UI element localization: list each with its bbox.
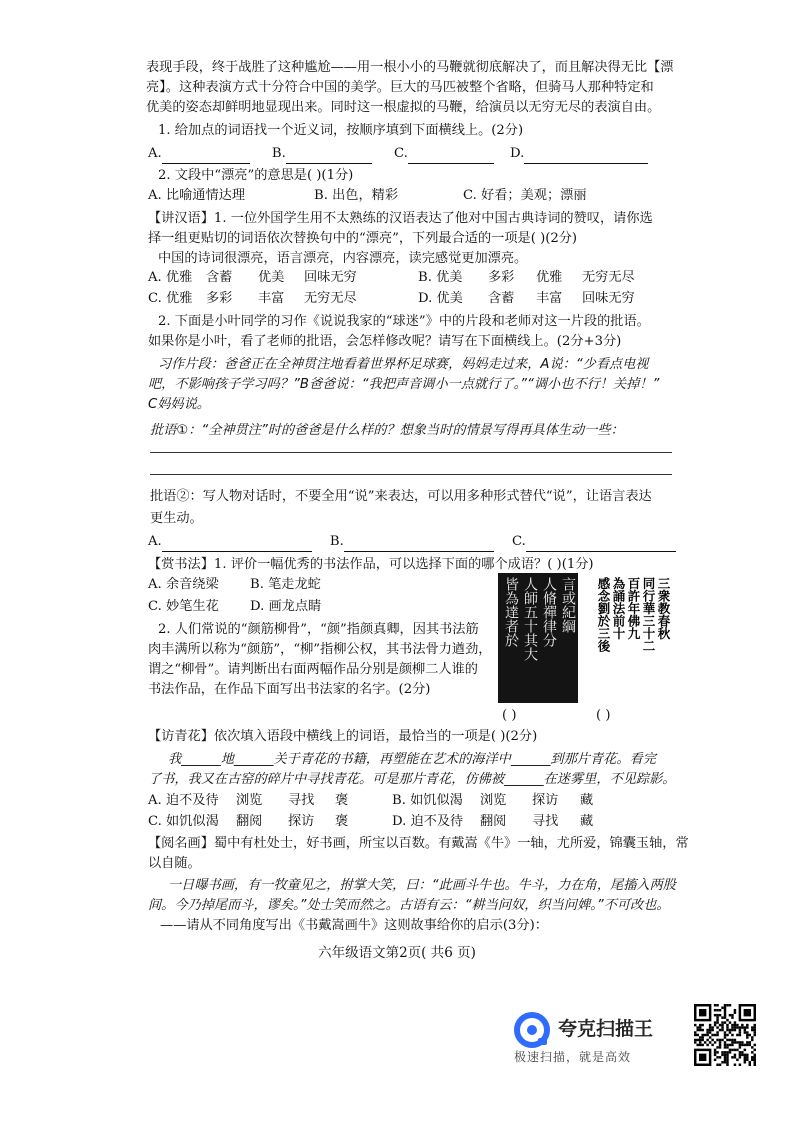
brand-slogan: 极速扫描，就是高效 [514,1050,632,1064]
shufa-q2-line-1: 2. 人们常说的“颜筋柳骨”，“颜”指颜真卿，因其书法筋 [158,622,479,637]
comment-2-line-2: 更生动。 [150,511,203,526]
qinghua-passage-line-1: 我______地______关于青花的书籍，再塑能在艺术的海洋中______到那片青花。看完 [168,752,656,767]
section-minghua-line-1: 【阅名画】蜀中有杜处士，好书画，所宝以百数。有戴嵩《牛》一轴，尤所爱，锦囊玉轴，常 [148,836,689,851]
essay-fragment-line-3: C妈妈说。 [148,397,210,412]
story-line-2: 间。今乃掉尾而斗，谬矣。”处士笑而然之。古语有云：“耕当问奴，织当问婢。”不可改也。 [148,898,670,913]
blank-row-3: A. B. C. [148,532,678,552]
comment-1: 批语①：“全神贯注”时的爸爸是什么样的？想象当时的情景写得再具体生动一些： [150,423,624,438]
section-minghua-line-2: 以自随。 [148,856,201,871]
answer-line[interactable] [150,474,672,475]
answer-blank[interactable] [526,537,676,552]
question-xiaoye-line-2: 如果你是小叶，看了老师的批语，会怎样修改呢？请写在下面横线上。(2分+3分) [148,334,622,349]
essay-fragment-line-2: 吧，不影响孩子学习吗？”B爸爸说：“我把声音调小一点就行了。”“调小也不行！关掉！” [148,377,660,392]
answer-blank[interactable] [162,537,312,552]
calligraphy-column: 人脩禪律分 [541,577,557,647]
shufa-q2-line-4: 书法作品，在作品下面写出书法家的名字。(2分) [148,682,431,697]
qinghua-passage-line-2: 了书，我又在古窑的碎片中寻找青花。可是那片青花，仿佛被______在迷雾里，不见踪影。 [148,772,676,787]
calligraphy-column: 感念劉於三後 [596,577,611,652]
quote-sentence: 中国的诗词很漂亮，语言漂亮，内容漂亮，读完感觉更加漂亮。 [158,251,528,266]
calligraphy-column: 皆為達者於 [503,577,519,647]
section-jianghanyu-line-2: 择一组更贴切的词语依次替换句中的“漂亮”，下列最合适的一项是( )(2分) [148,231,578,246]
answer-blank[interactable] [344,537,494,552]
question-xiaoye-line-1: 2. 下面是小叶同学的习作《说说我家的“球迷”》中的片段和老师对这一片段的批语。 [158,314,650,329]
shufa-q2-line-3: 谓之“柳骨”。请判断出右面两幅作品分别是颜柳二人谁的 [148,662,478,677]
passage-line-2: 亮】。这种表演方式十分符合中国的美学。巨大的马匹被整个省略，但骑马人那种特定和 [146,80,654,95]
answer-blank[interactable] [286,149,372,164]
exam-page: 表现手段，终于战胜了这种尴尬——用一根小小的马鞭就彻底解决了，而且解决得无比【漂 亮】。这种表演方式十分符合中国的美学。巨大的马匹被整个省略，但骑马人那种特定和 优美的姿态却鲜明地显现出来。同时这一根虚拟的马鞭，给演员以无穷无尽的表演自由。 1. 给加点的词语找一个近义词，按顺序填到下面横线上。(2分) A. B. C. D. 2. 文段中“漂亮”的意思是( )(1分) A. 比喻通情达理 B. 出色，精彩 C. 好看；美观；漂丽 【讲汉语】1. 一位外国学生用不太熟练的汉语表达了他对中国古典诗词的赞叹，请你选 择一组更贴切的词语依次替换句中的“漂亮”，下列最合适的一项是( )(2分) 中国的诗词很漂亮，语言漂亮，内容漂亮，读完感觉更加漂亮。 A. 优雅 含蓄 优美 回味无穷 B. 优美 多彩 优雅 无穷无尽 C. 优雅 多彩 丰富 无穷无尽 D. 优美 含蓄 丰富 回味无穷 2. 下面是小叶同学的习作《说说我家的“球迷”》中的片段和老师对这一片段的批语。 如果你是小叶，看了老师的批语，会怎样修改呢？请写在下面横线上。(2分+3分) 习作片段：爸爸正在全神贯注地看着世界杯足球赛，妈妈走过来，A说：“少看点电视 吧，不影响孩子学习吗？”B爸爸说：“我把声音调小一点就行了。”“调小也不行！关掉！” C妈妈说。 批语①：“全神贯注”时的爸爸是什么样的？想象当时的情景写得再具体生动一些： 批语②：写人物对话时，不要全用“说”来表达，可以用多种形式替代“说”，让语言表达 更生动。 A. B. C. 【赏书法】1. 评价一幅优秀的书法作品，可以选择下面的哪个成语？( )(1分) A. 余音绕梁 B. 笔走龙蛇 C. 妙笔生花 D. 画龙点睛 2. 人们常说的“颜筋柳骨”，“颜”指颜真卿，因其书法筋 肉丰满所以称为“颜筋”，“柳”指柳公权，其书法骨力遒劲， 谓之“柳骨”。请判断出右面两幅作品分别是颜柳二人谁的 书法作品，在作品下面写出书法家的名字。(2分) 言或紀綱 人脩禪律分 人師五十其大 皆為達者於 三衆教春秋 同行華三十二 百許年佛九 為誦法前十 感念劉於三後 ( ) ( ) 【访青花】依次填入语段中横线上的词语，最恰当的一项是( )(2分) 我______地______关于青花的书籍，再塑能在艺术的海洋中______到那片青花。看完 了书，我又在古窑的碎片中寻找青花。可是那片青花，仿佛被______在迷雾里，不见踪影。 A. 迫不及待 浏览 寻找 褒 B. 如饥似渴 浏览 探访 藏 C. 如饥似渴 翻阅 探访 褒 D. 迫不及待 翻阅 寻找 藏 【阅名画】蜀中有杜处士，好书画，所宝以百数。有戴嵩《牛》一轴，尤所爱，锦囊玉轴，常 以自随。 一日曝书画，有一牧童见之，拊掌大笑，曰：“此画斗牛也。牛斗，力在角，尾搐入两股 间。今乃掉尾而斗，谬矣。”处士笑而然之。古语有云：“耕当问奴，织当问婢。”不可改也。 ——请从不同角度写出《书戴嵩画牛》这则故事给你的启示(3分)： 六年级语文第2页( 共6 页) 夸克扫描王 极速扫描，就是高效 [0,0,794,1123]
calligraphy-column: 三衆教春秋 [656,577,671,640]
brand-name: 夸克扫描王 [558,1018,654,1040]
answer-blank[interactable] [408,149,494,164]
calligraphy-column: 同行華三十二 [641,577,656,652]
calligraphy-column: 人師五十其大 [522,577,538,661]
passage-line-3: 优美的姿态却鲜明地显现出来。同时这一根虚拟的马鞭，给演员以无穷无尽的表演自由。 [146,100,661,115]
calligraphy-image-liu [596,573,672,685]
calligraphy-column: 言或紀綱 [560,577,576,633]
passage-line-1: 表现手段，终于战胜了这种尴尬——用一根小小的马鞭就彻底解决了，而且解决得无比【漂 [146,60,674,75]
section-shufa: 【赏书法】1. 评价一幅优秀的书法作品，可以选择下面的哪个成语？( )(1分) [148,557,594,572]
story-line-1: 一日曝书画，有一牧童见之，拊掌大笑，曰：“此画斗牛也。牛斗，力在角，尾搐入两股 [168,878,676,893]
comment-2-line-1: 批语②：写人物对话时，不要全用“说”来表达，可以用多种形式替代“说”，让语言表达 [150,489,652,504]
page-footer: 六年级语文第2页( 共6 页) [318,945,476,961]
section-jianghanyu-line-1: 【讲汉语】1. 一位外国学生用不太熟练的汉语表达了他对中国古典诗词的赞叹，请你选 [148,211,653,226]
brand-watermark [512,1010,692,1070]
answer-blank[interactable] [524,149,648,164]
calligraphy-column: 百許年佛九 [626,577,641,640]
shufa-q2-line-2: 肉丰满所以称为“颜筋”，“柳”指柳公权，其书法骨力遒劲， [148,642,492,657]
calligraphy-image-yan [498,573,578,703]
question-2: 2. 文段中“漂亮”的意思是( )(1分) [158,168,354,183]
question-1: 1. 给加点的词语找一个近义词，按顺序填到下面横线上。(2分) [158,123,524,138]
answer-line[interactable] [150,452,672,453]
answer-blank[interactable] [162,149,250,164]
section-qinghua: 【访青花】依次填入语段中横线上的词语，最恰当的一项是( )(2分) [148,729,538,744]
minghua-question: ——请从不同角度写出《书戴嵩画牛》这则故事给你的启示(3分)： [160,918,548,933]
essay-fragment-line-1: 习作片段：爸爸正在全神贯注地看着世界杯足球赛，妈妈走过来，A说：“少看点电视 [158,357,649,372]
quark-logo-icon [512,1010,552,1050]
qr-code-icon [694,1004,756,1066]
blank-row-4: A. B. C. D. [148,144,678,164]
calligraphy-column: 為誦法前十 [611,577,626,640]
